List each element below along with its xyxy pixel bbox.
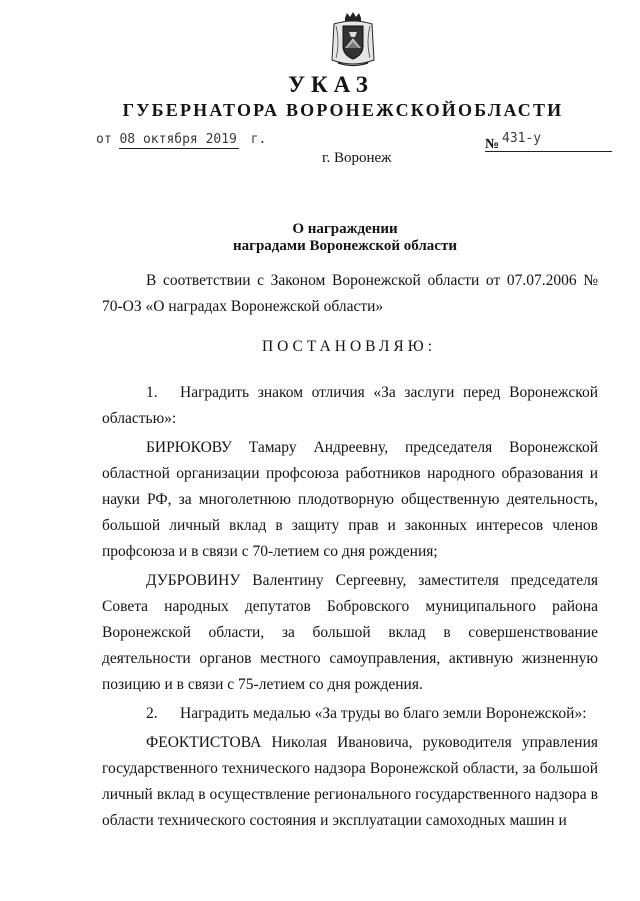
document-city: г. Воронеж	[322, 150, 392, 166]
subject-line-2: наградами Воронежской области	[233, 238, 457, 254]
awardee-2	[102, 568, 598, 698]
item-2	[102, 701, 598, 727]
document-date	[96, 132, 266, 147]
main-text	[102, 380, 598, 834]
awardee-3	[102, 730, 598, 834]
awardee-1	[102, 435, 598, 565]
date-prefix: от	[96, 132, 112, 147]
awardee-3-name: ФЕОКТИСТОВА	[146, 734, 262, 751]
document-subject	[0, 221, 640, 255]
awardee-1-text: Тамару Андреевну, председателя Воронежской областной организации профсоюза работников народного образования и науки РФ, за многолетнюю плодотворную общественную деятельность, большой личный вклад в защиту прав и законных интересов членов профсоюза и в связи с 70-летием со дня рождения;	[102, 439, 598, 560]
item-1	[102, 380, 598, 432]
date-suffix: г.	[250, 132, 267, 147]
item-1-number: 1.	[146, 384, 158, 401]
item-2-number: 2.	[146, 705, 158, 722]
number-value: 431-у	[502, 131, 542, 146]
document-subtitle: ГУБЕРНАТОРА ВОРОНЕЖСКОЙОБЛАСТИ	[122, 100, 564, 120]
item-1-text: Наградить знаком отличия «За заслуги перед Воронежской областью»:	[102, 384, 598, 427]
date-value: 08 октября 2019	[119, 132, 237, 147]
intro-block	[102, 268, 598, 320]
awardee-2-name: ДУБРОВИНУ	[146, 572, 241, 589]
item-2-text: Наградить медалью «За труды во благо земли Воронежской»:	[180, 705, 587, 722]
awardee-2-text: Валентину Сергеевну, заместителя председателя Совета народных депутатов Бобровского муниципального района Воронежской области, за большой вклад в совершенствование деятельности органов местного самоуправления, активную жизненную позицию и в связи с 75-летием со дня рождения.	[102, 572, 598, 693]
document-number	[485, 133, 612, 152]
decree-heading: ПОСТАНОВЛЯЮ:	[261, 338, 437, 355]
document-title: УКАЗ	[288, 72, 374, 97]
intro-paragraph: В соответствии с Законом Воронежской области от 07.07.2006 № 70-ОЗ «О наградах Воронежской области»	[102, 272, 598, 315]
subject-line-1: О награждении	[292, 221, 398, 237]
awardee-1-name: БИРЮКОВУ	[146, 439, 232, 456]
number-sign: №	[485, 137, 500, 152]
coat-of-arms-icon	[328, 10, 378, 70]
awardee-3-text: Николая Ивановича, руководителя управления государственного технического надзора Воронежской области, за большой личный вклад в осуществление регионального государственного надзора в области технического состояния и эксплуатации самоходных машин и	[102, 734, 598, 829]
